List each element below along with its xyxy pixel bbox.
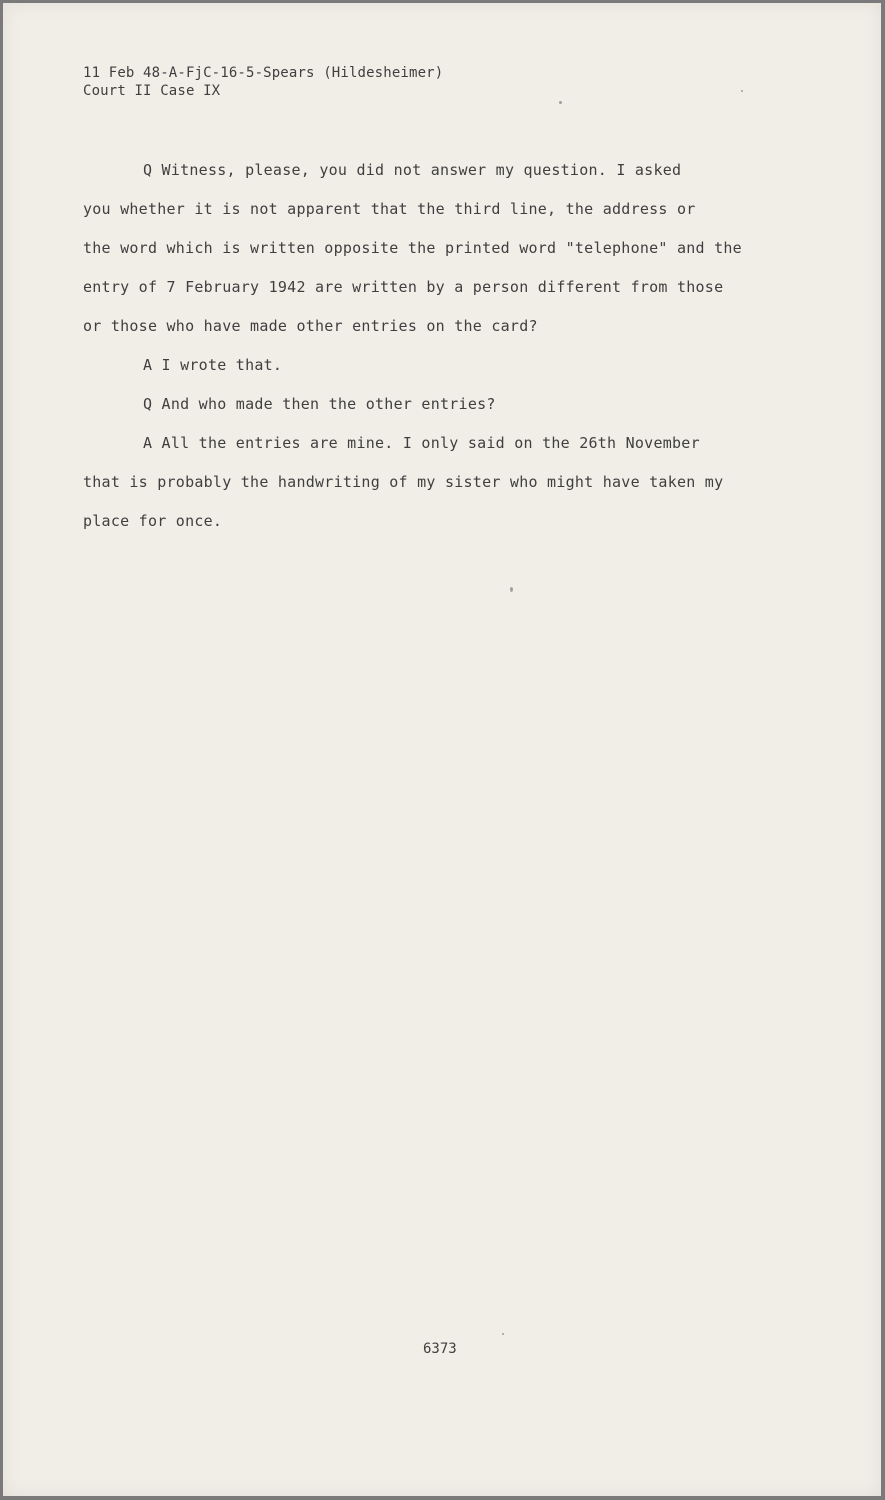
- page-number: 6373: [423, 1341, 457, 1357]
- document-header-reference: 11 Feb 48-A-FjC-16-5-Spears (Hildesheimer): [83, 65, 444, 81]
- transcript-line: that is probably the handwriting of my sister who might have taken my: [83, 473, 724, 491]
- transcript-line: place for once.: [83, 512, 223, 530]
- transcript-line: you whether it is not apparent that the third line, the address or: [83, 200, 696, 218]
- transcript-line: entry of 7 February 1942 are written by a person different from those: [83, 278, 724, 296]
- document-page: [3, 3, 881, 1496]
- paper-speck: [741, 90, 743, 92]
- document-header-court-case: Court II Case IX: [83, 83, 221, 99]
- transcript-line: or those who have made other entries on the card?: [83, 317, 538, 335]
- paper-speck: [510, 587, 513, 592]
- paper-speck: [559, 101, 562, 104]
- transcript-line: A I wrote that.: [143, 356, 283, 374]
- paper-speck: [502, 1333, 504, 1335]
- transcript-line: A All the entries are mine. I only said on the 26th November: [143, 434, 700, 452]
- transcript-line: the word which is written opposite the printed word "telephone" and the: [83, 239, 742, 257]
- transcript-line: Q Witness, please, you did not answer my question. I asked: [143, 161, 682, 179]
- transcript-line: Q And who made then the other entries?: [143, 395, 496, 413]
